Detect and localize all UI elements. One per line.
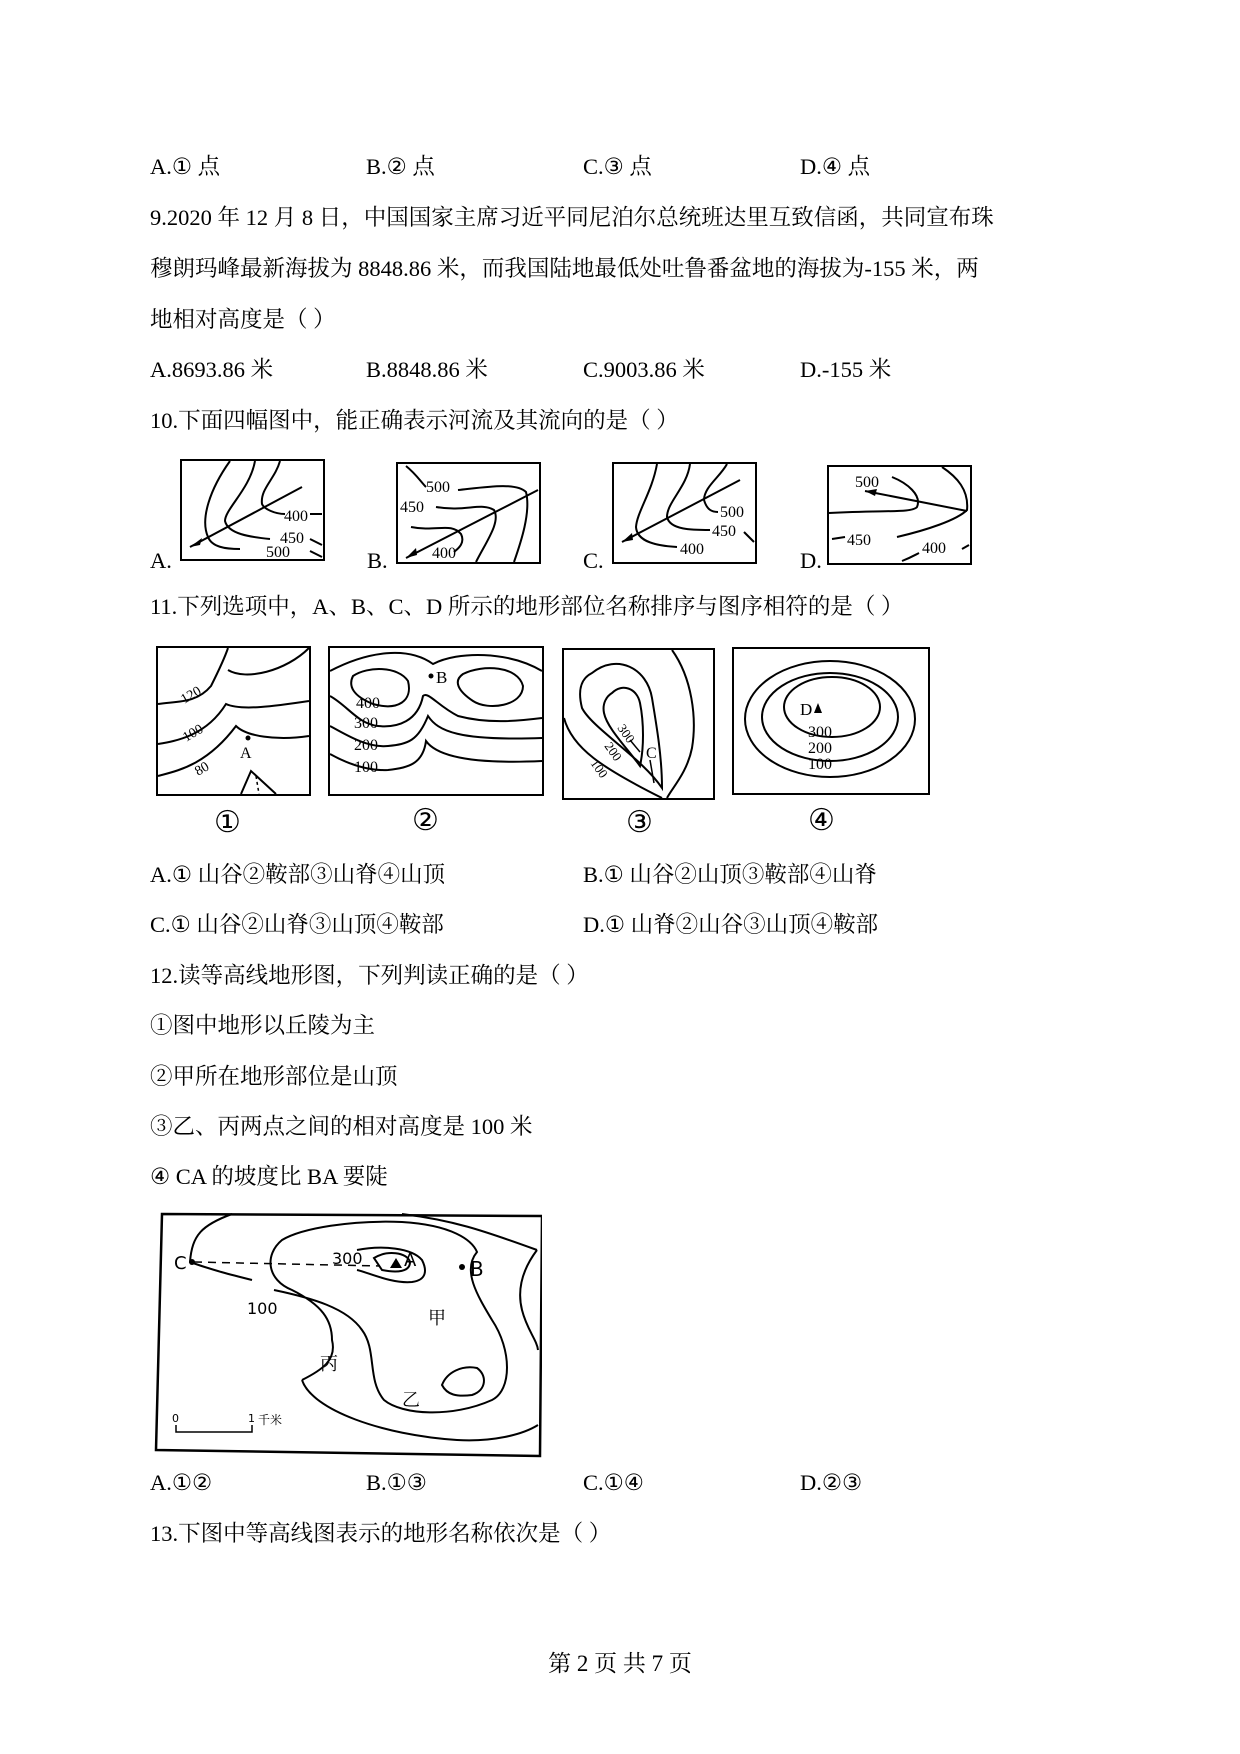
- q12-option-d: D.②③: [800, 1470, 863, 1495]
- q8-option-a: A.① 点: [150, 154, 221, 179]
- q11-option-b: B.① 山谷②山顶③鞍部④山脊: [583, 862, 877, 887]
- svg-text:A: A: [240, 745, 252, 762]
- q11-option-d: D.① 山脊②山谷③山顶④鞍部: [583, 912, 879, 937]
- q11-fig-4: [732, 647, 930, 795]
- svg-text:500: 500: [426, 479, 450, 496]
- svg-text:200: 200: [808, 740, 832, 757]
- svg-text:500: 500: [266, 544, 290, 561]
- q11-fig-1: [156, 646, 311, 796]
- q11-fig-3: [562, 648, 715, 800]
- svg-text:450: 450: [280, 530, 304, 547]
- svg-text:乙: 乙: [402, 1390, 420, 1411]
- svg-text:100: 100: [180, 721, 207, 746]
- q11-stem: 11.下列选项中，A、B、C、D 所示的地形部位名称排序与图序相符的是（ ）: [150, 594, 904, 619]
- svg-text:450: 450: [847, 532, 871, 549]
- q10-fig-b-label: B.: [367, 548, 388, 573]
- q10-fig-a-label: A.: [150, 548, 172, 573]
- svg-text:甲: 甲: [428, 1308, 446, 1329]
- svg-text:500: 500: [720, 504, 744, 521]
- q10-stem: 10.下面四幅图中，能正确表示河流及其流向的是（ ）: [150, 408, 679, 433]
- svg-text:A: A: [404, 1250, 417, 1271]
- svg-text:C: C: [646, 745, 657, 762]
- svg-text:B: B: [470, 1257, 484, 1281]
- q11-fig-1-number: ①: [214, 806, 241, 839]
- q8-option-b: B.② 点: [366, 154, 435, 179]
- q9-stem-line-3: 地相对高度是（ ）: [150, 307, 336, 332]
- q11-fig-2-number: ②: [412, 804, 439, 837]
- q11-fig-2: [328, 646, 544, 796]
- q10-fig-c: [612, 462, 757, 564]
- q12-statement-1: ①图中地形以丘陵为主: [150, 1013, 376, 1038]
- svg-text:300: 300: [614, 721, 639, 746]
- svg-text:400: 400: [356, 695, 380, 712]
- svg-text:400: 400: [284, 508, 308, 525]
- q11-option-a: A.① 山谷②鞍部③山脊④山顶: [150, 862, 446, 887]
- svg-text:400: 400: [680, 541, 704, 558]
- svg-text:丙: 丙: [320, 1354, 338, 1375]
- svg-text:400: 400: [432, 545, 456, 562]
- svg-text:100: 100: [247, 1299, 278, 1318]
- svg-text:120: 120: [178, 683, 205, 708]
- q12-stem: 12.读等高线地形图，下列判读正确的是（ ）: [150, 963, 589, 988]
- svg-text:300: 300: [808, 724, 832, 741]
- q9-option-a: A.8693.86 米: [150, 357, 274, 382]
- svg-text:100: 100: [808, 756, 832, 773]
- page-footer: 第 2 页 共 7 页: [548, 1651, 692, 1676]
- svg-text:300: 300: [332, 1249, 363, 1268]
- svg-text:1: 1: [248, 1412, 255, 1425]
- q9-option-d: D.-155 米: [800, 357, 892, 382]
- svg-text:500: 500: [855, 474, 879, 491]
- q10-fig-c-label: C.: [583, 548, 604, 573]
- svg-text:B: B: [436, 668, 448, 687]
- svg-text:400: 400: [922, 540, 946, 557]
- q13-stem: 13.下图中等高线图表示的地形名称依次是（ ）: [150, 1521, 612, 1546]
- svg-text:100: 100: [587, 756, 612, 781]
- svg-text:0: 0: [172, 1412, 179, 1425]
- svg-text:450: 450: [400, 499, 424, 516]
- svg-text:200: 200: [601, 739, 626, 764]
- q11-fig-4-number: ④: [808, 804, 835, 837]
- q12-option-c: C.①④: [583, 1470, 644, 1495]
- q11-option-c: C.① 山谷②山脊③山顶④鞍部: [150, 912, 444, 937]
- svg-text:80: 80: [192, 759, 213, 780]
- q12-option-b: B.①③: [366, 1470, 427, 1495]
- q10-fig-a: [180, 459, 325, 561]
- svg-text:300: 300: [354, 715, 378, 732]
- q8-option-d: D.④ 点: [800, 154, 871, 179]
- svg-text:C: C: [174, 1253, 187, 1274]
- q10-fig-d: [827, 465, 972, 565]
- q8-option-c: C.③ 点: [583, 154, 652, 179]
- q9-option-c: C.9003.86 米: [583, 357, 705, 382]
- q12-contour-map: [152, 1210, 542, 1458]
- q12-statement-4: ④ CA 的坡度比 BA 要陡: [150, 1164, 388, 1189]
- svg-text:千米: 千米: [258, 1413, 283, 1427]
- svg-text:450: 450: [712, 523, 736, 540]
- q9-stem-line-1: 9.2020 年 12 月 8 日，中国国家主席习近平同尼泊尔总统班达里互致信函，共同宣布珠: [150, 205, 994, 230]
- q12-statement-3: ③乙、丙两点之间的相对高度是 100 米: [150, 1114, 533, 1139]
- svg-text:100: 100: [354, 759, 378, 776]
- svg-text:D: D: [800, 700, 813, 719]
- svg-text:200: 200: [354, 737, 378, 754]
- q12-statement-2: ②甲所在地形部位是山顶: [150, 1064, 398, 1089]
- q12-option-a: A.①②: [150, 1470, 213, 1495]
- q10-fig-b: [396, 462, 541, 564]
- q11-fig-3-number: ③: [626, 806, 653, 839]
- q10-fig-d-label: D.: [800, 548, 822, 573]
- q9-option-b: B.8848.86 米: [366, 357, 488, 382]
- q9-stem-line-2: 穆朗玛峰最新海拔为 8848.86 米，而我国陆地最低处吐鲁番盆地的海拔为-155 米，两: [150, 256, 979, 281]
